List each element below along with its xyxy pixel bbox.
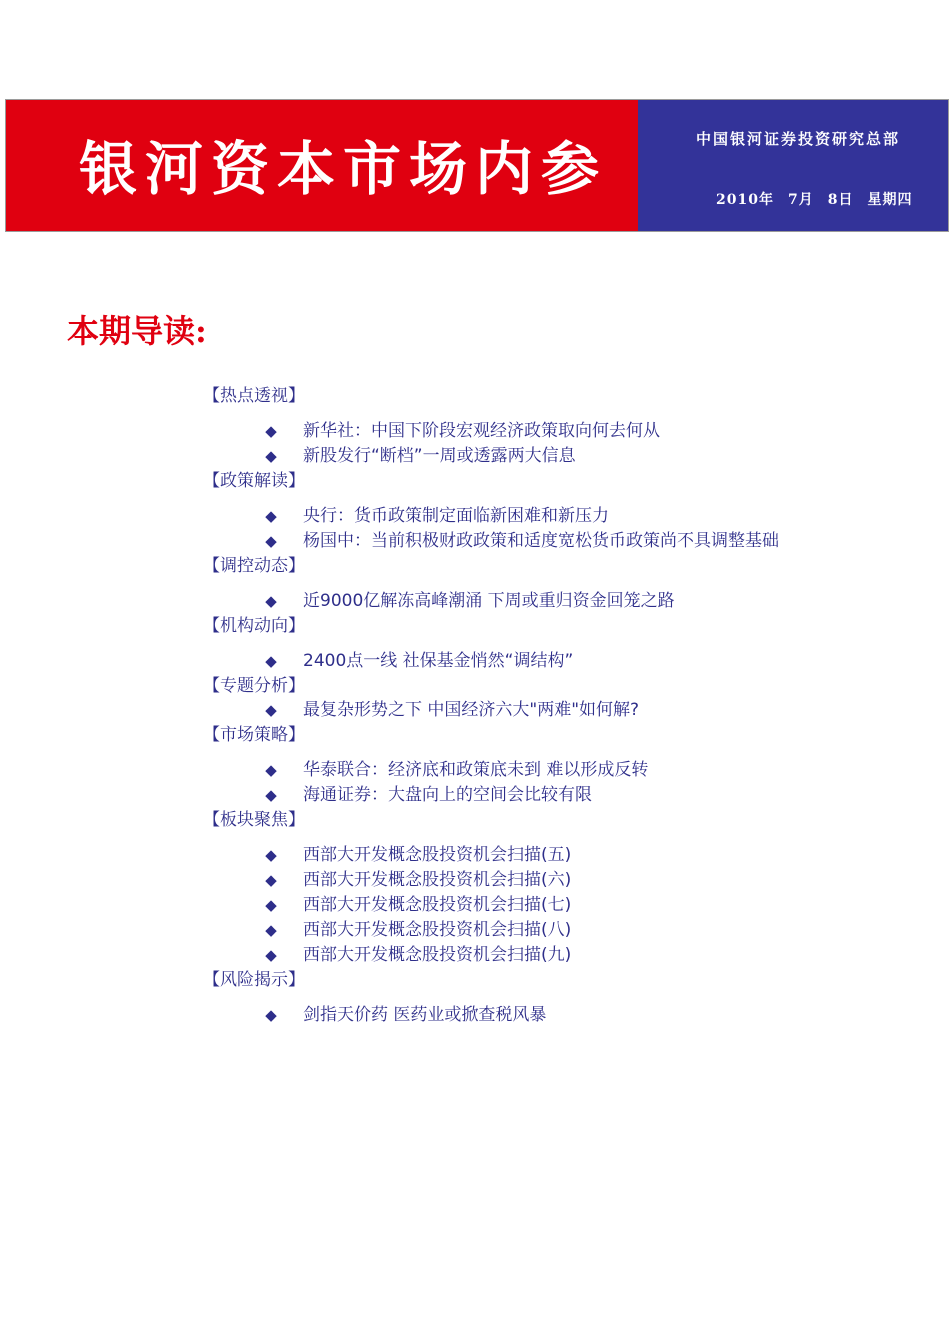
date-day: 8日 — [827, 192, 854, 208]
headline-text: 央行：货币政策制定面临新困难和新压力 — [303, 506, 609, 526]
section-item-list — [203, 843, 903, 968]
diamond-bullet-icon: ◆ — [265, 592, 277, 610]
headline-text: 西部大开发概念股投资机会扫描(六) — [303, 870, 572, 890]
publication-title: 银河资本市场内参 — [79, 134, 608, 203]
section-label: 【市场策略】 — [203, 725, 305, 745]
date-weekday: 星期四 — [867, 192, 913, 208]
toc-section — [203, 469, 903, 554]
diamond-bullet-icon: ◆ — [265, 921, 277, 939]
headline-text: 华泰联合：经济底和政策底未到 难以形成反转 — [303, 760, 649, 780]
section-label: 【专题分析】 — [203, 676, 305, 696]
diamond-bullet-icon: ◆ — [265, 532, 277, 550]
toc-section — [203, 723, 903, 808]
diamond-bullet-icon: ◆ — [265, 701, 277, 719]
section-item-list — [203, 504, 903, 554]
toc-section — [203, 614, 903, 674]
headline-item — [203, 698, 903, 723]
headline-text: 2400点一线 社保基金悄然“调结构” — [303, 651, 574, 671]
diamond-bullet-icon: ◆ — [265, 846, 277, 864]
section-item-list — [203, 649, 903, 674]
toc-section — [203, 968, 903, 1028]
diamond-bullet-icon: ◆ — [265, 761, 277, 779]
toc-section — [203, 808, 903, 968]
section-item-list — [203, 758, 903, 808]
diamond-bullet-icon: ◆ — [265, 946, 277, 964]
headline-text: 近9000亿解冻高峰潮涌 下周或重归资金回笼之路 — [303, 591, 675, 611]
toc-section — [203, 554, 903, 614]
headline-text: 西部大开发概念股投资机会扫描(七) — [303, 895, 572, 915]
section-item-list — [203, 1003, 903, 1028]
headline-item — [203, 529, 903, 554]
diamond-bullet-icon: ◆ — [265, 652, 277, 670]
section-item-list — [203, 698, 903, 723]
headline-text: 西部大开发概念股投资机会扫描(五) — [303, 845, 572, 865]
headline-item — [203, 843, 903, 868]
headline-item — [203, 504, 903, 529]
headline-item — [203, 783, 903, 808]
organization-name: 中国银河证券投资研究总部 — [696, 130, 901, 148]
headline-item — [203, 649, 903, 674]
diamond-bullet-icon: ◆ — [265, 871, 277, 889]
date-year: 2010年 — [716, 192, 774, 208]
headline-text: 新华社：中国下阶段宏观经济政策取向何去何从 — [303, 421, 660, 441]
headline-item — [203, 1003, 903, 1028]
header-banner — [5, 99, 949, 232]
headline-item — [203, 419, 903, 444]
title-panel — [6, 100, 638, 231]
section-item-list — [203, 589, 903, 614]
headline-item — [203, 918, 903, 943]
issue-date — [716, 189, 912, 209]
headline-item — [203, 868, 903, 893]
diamond-bullet-icon: ◆ — [265, 422, 277, 440]
headline-item — [203, 758, 903, 783]
headline-text: 最复杂形势之下 中国经济六大"两难"如何解? — [303, 700, 640, 720]
headline-item — [203, 589, 903, 614]
diamond-bullet-icon: ◆ — [265, 786, 277, 804]
headline-text: 杨国中：当前积极财政政策和适度宽松货币政策尚不具调整基础 — [303, 531, 779, 551]
section-label: 【风险揭示】 — [203, 970, 305, 990]
section-label: 【热点透视】 — [203, 386, 305, 406]
toc-section — [203, 674, 903, 723]
headline-item — [203, 893, 903, 918]
headline-text: 西部大开发概念股投资机会扫描(八) — [303, 920, 572, 940]
headline-text: 西部大开发概念股投资机会扫描(九) — [303, 945, 572, 965]
toc-section — [203, 384, 903, 469]
headline-text: 新股发行“断档”一周或透露两大信息 — [303, 446, 576, 466]
table-of-contents — [203, 384, 903, 1028]
headline-item — [203, 444, 903, 469]
headline-text: 剑指天价药 医药业或掀查税风暴 — [303, 1005, 547, 1025]
section-label: 【机构动向】 — [203, 616, 305, 636]
diamond-bullet-icon: ◆ — [265, 447, 277, 465]
headline-item — [203, 943, 903, 968]
diamond-bullet-icon: ◆ — [265, 507, 277, 525]
section-label: 【政策解读】 — [203, 471, 305, 491]
section-item-list — [203, 419, 903, 469]
diamond-bullet-icon: ◆ — [265, 1006, 277, 1024]
diamond-bullet-icon: ◆ — [265, 896, 277, 914]
headline-text: 海通证券：大盘向上的空间会比较有限 — [303, 785, 592, 805]
info-panel — [638, 100, 948, 231]
section-label: 【板块聚焦】 — [203, 810, 305, 830]
date-month: 7月 — [787, 192, 814, 208]
intro-heading: 本期导读: — [67, 312, 207, 350]
section-label: 【调控动态】 — [203, 556, 305, 576]
